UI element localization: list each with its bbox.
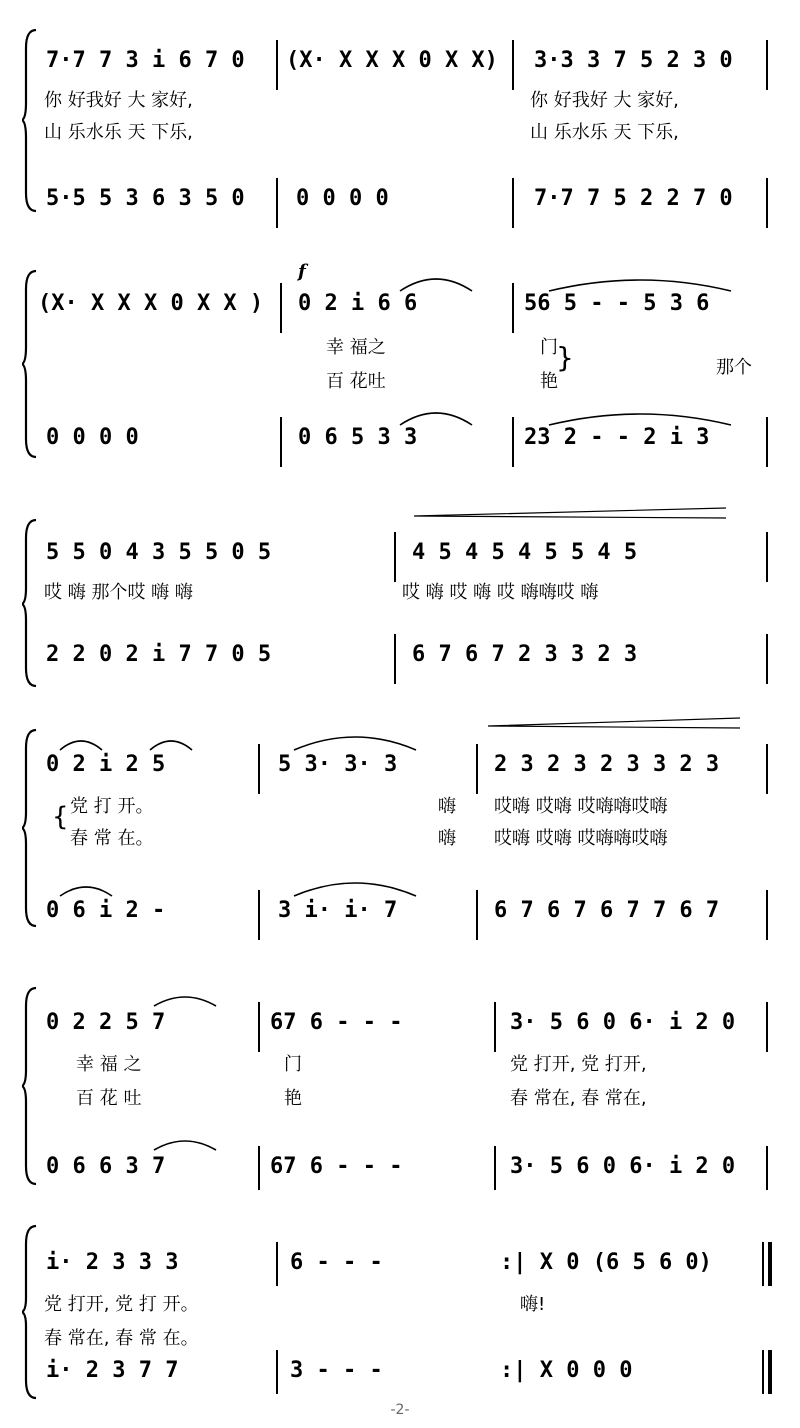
- lower-notes-bar-2: 0 0 0 0: [296, 186, 389, 211]
- barline: [494, 1002, 496, 1052]
- barline: [476, 744, 478, 794]
- lyric-verse-1: 幸 福 之: [76, 1054, 142, 1075]
- lyric-verse-1: 党 打开, 党 打开,: [510, 1054, 647, 1075]
- upper-notes-bar-1: 0 2 2 5 7: [46, 1010, 166, 1035]
- lyric-verse-2: 嗨: [438, 828, 456, 849]
- upper-notes-bar-2: 6 - - -: [290, 1250, 383, 1275]
- upper-notes-bar-2: 0 2 i 6 6: [298, 291, 418, 316]
- system-1: [0, 20, 800, 220]
- lyric-verse-1: 哎嗨 哎嗨 哎嗨嗨哎嗨: [494, 796, 668, 817]
- lower-notes-bar-3: 3· 5 6 0 6· i 2 0: [510, 1154, 736, 1179]
- upper-notes-bar-2: 4 5 4 5 4 5 5 4 5: [412, 540, 638, 565]
- lyric-verse-1: 你 好我好 大 家好,: [530, 90, 679, 111]
- lyric-verse-2: 艳: [540, 371, 558, 392]
- crescendo-line: [410, 506, 730, 520]
- slur-arc: [150, 1134, 220, 1154]
- barline: [766, 532, 768, 582]
- barline: [512, 178, 514, 228]
- lyric-verse-1: 门: [540, 337, 558, 358]
- barline: [258, 1146, 260, 1190]
- upper-notes-bar-3: 3· 5 6 0 6· i 2 0: [510, 1010, 736, 1035]
- upper-notes-bar-3: 2 3 2 3 2 3 3 2 3: [494, 752, 720, 777]
- tie-arc: [396, 271, 476, 295]
- barline: [394, 634, 396, 684]
- system-brace: [22, 1224, 40, 1400]
- barline: [280, 417, 282, 467]
- lyric-verse-1: 门: [284, 1054, 302, 1075]
- upper-notes-bar-2: 67 6 - - -: [270, 1010, 403, 1035]
- system-brace: [22, 28, 40, 213]
- system-brace: [22, 728, 40, 928]
- upper-notes-bar-1: (X· X X X 0 X X ): [38, 291, 264, 316]
- barline: [280, 283, 282, 333]
- lyric-verse-2: 山 乐水乐 天 下乐,: [44, 122, 193, 143]
- final-barline-thick: [768, 1242, 772, 1286]
- lyric-verse-1: 嗨: [438, 796, 456, 817]
- lower-notes-bar-2: 3 - - -: [290, 1358, 383, 1383]
- lyric-verse-2: 山 乐水乐 天 下乐,: [530, 122, 679, 143]
- upper-notes-bar-3: 3·3 3 7 5 2 3 0: [534, 48, 733, 73]
- system-3: [0, 500, 800, 700]
- tie-arc: [290, 876, 420, 900]
- page-number: -2-: [390, 1402, 410, 1418]
- system-5: [0, 970, 800, 1190]
- lower-notes-bar-1: 0 0 0 0: [46, 425, 139, 450]
- lower-notes-bar-1: 0 6 6 3 7: [46, 1154, 166, 1179]
- upper-notes-bar-3: :| X 0 (6 5 6 0): [500, 1250, 712, 1275]
- lower-notes-bar-2: 67 6 - - -: [270, 1154, 403, 1179]
- barline: [276, 1350, 278, 1394]
- lower-notes-bar-3: 7·7 7 5 2 2 7 0: [534, 186, 733, 211]
- barline: [766, 417, 768, 467]
- lower-notes-bar-2: 0 6 5 3 3: [298, 425, 418, 450]
- lyric-verse-1: 党 打 开。: [70, 796, 154, 817]
- barline: [766, 744, 768, 794]
- lyric-verse-1: 你 好我好 大 家好,: [44, 90, 193, 111]
- barline: [258, 890, 260, 940]
- barline: [276, 178, 278, 228]
- upper-notes-bar-2: (X· X X X 0 X X): [286, 48, 498, 73]
- final-barline-thick: [768, 1350, 772, 1394]
- barline: [258, 744, 260, 794]
- lyric-brace: {: [52, 802, 69, 832]
- lyric-verse-2: 春 常在, 春 常 在。: [44, 1328, 199, 1349]
- tie-arc: [545, 275, 735, 295]
- tie-arc: [396, 405, 476, 429]
- dynamic-marking: f: [298, 261, 306, 282]
- lower-notes-bar-2: 6 7 6 7 2 3 3 2 3: [412, 642, 638, 667]
- slur-arc: [56, 880, 116, 900]
- lower-notes-bar-3: :| X 0 0 0: [500, 1358, 633, 1383]
- final-barline: [762, 1242, 764, 1286]
- lower-notes-bar-3: 23 2 - - 2 i 3: [524, 425, 710, 450]
- barline: [258, 1002, 260, 1052]
- barline: [276, 1242, 278, 1286]
- upper-notes-bar-1: 5 5 0 4 3 5 5 0 5: [46, 540, 272, 565]
- lyric-brace: }: [556, 341, 574, 374]
- upper-notes-bar-1: 7·7 7 3 i 6 7 0: [46, 48, 245, 73]
- lyric-verse-2: 春 常 在。: [70, 828, 154, 849]
- lower-notes-bar-1: 2 2 0 2 i 7 7 0 5: [46, 642, 272, 667]
- lyric-verse-1: 幸 福之: [326, 337, 386, 358]
- upper-notes-bar-2: 5 3· 3· 3: [278, 752, 398, 777]
- lower-notes-bar-3: 6 7 6 7 6 7 7 6 7: [494, 898, 720, 923]
- lower-notes-bar-1: 0 6 i 2 -: [46, 898, 166, 923]
- barline: [512, 417, 514, 467]
- final-barline: [762, 1350, 764, 1394]
- lyric-verse-2: 哎嗨 哎嗨 哎嗨嗨哎嗨: [494, 828, 668, 849]
- barline: [766, 1002, 768, 1052]
- barline: [766, 890, 768, 940]
- lyric-verse-1: 哎 嗨 那个哎 嗨 嗨: [44, 582, 193, 603]
- lower-notes-bar-1: 5·5 5 3 6 3 5 0: [46, 186, 245, 211]
- lyric-verse-1: 哎 嗨 哎 嗨 哎 嗨嗨哎 嗨: [402, 582, 599, 603]
- slur-arc: [146, 734, 196, 754]
- system-6: [0, 1210, 800, 1400]
- lyric-verse-2: 艳: [284, 1088, 302, 1109]
- upper-notes-bar-3: 56 5 - - 5 3 6: [524, 291, 710, 316]
- barline: [766, 178, 768, 228]
- barline: [494, 1146, 496, 1190]
- barline: [766, 1146, 768, 1190]
- side-lyric: 那个: [716, 357, 752, 378]
- slur-arc: [56, 734, 106, 754]
- system-4: [0, 710, 800, 940]
- crescendo-line: [484, 716, 744, 730]
- system-brace: [22, 986, 40, 1186]
- barline: [476, 890, 478, 940]
- upper-notes-bar-1: 0 2 i 2 5: [46, 752, 166, 777]
- lower-notes-bar-1: i· 2 3 7 7: [46, 1358, 179, 1383]
- tie-arc: [545, 409, 735, 429]
- lyric-verse-1: 嗨!: [520, 1294, 546, 1315]
- barline: [276, 40, 278, 90]
- barline: [766, 634, 768, 684]
- barline: [766, 40, 768, 90]
- upper-notes-bar-1: i· 2 3 3 3: [46, 1250, 179, 1275]
- barline: [512, 40, 514, 90]
- lyric-verse-2: 百 花 吐: [76, 1088, 142, 1109]
- barline: [512, 283, 514, 333]
- lyric-verse-2: 春 常在, 春 常在,: [510, 1088, 647, 1109]
- lower-notes-bar-2: 3 i· i· 7: [278, 898, 398, 923]
- tie-arc: [290, 730, 420, 754]
- slur-arc: [150, 990, 220, 1010]
- lyric-verse-2: 百 花吐: [326, 371, 386, 392]
- lyric-verse-1: 党 打开, 党 打 开。: [44, 1294, 199, 1315]
- system-2: [0, 255, 800, 475]
- system-brace: [22, 518, 40, 688]
- barline: [394, 532, 396, 582]
